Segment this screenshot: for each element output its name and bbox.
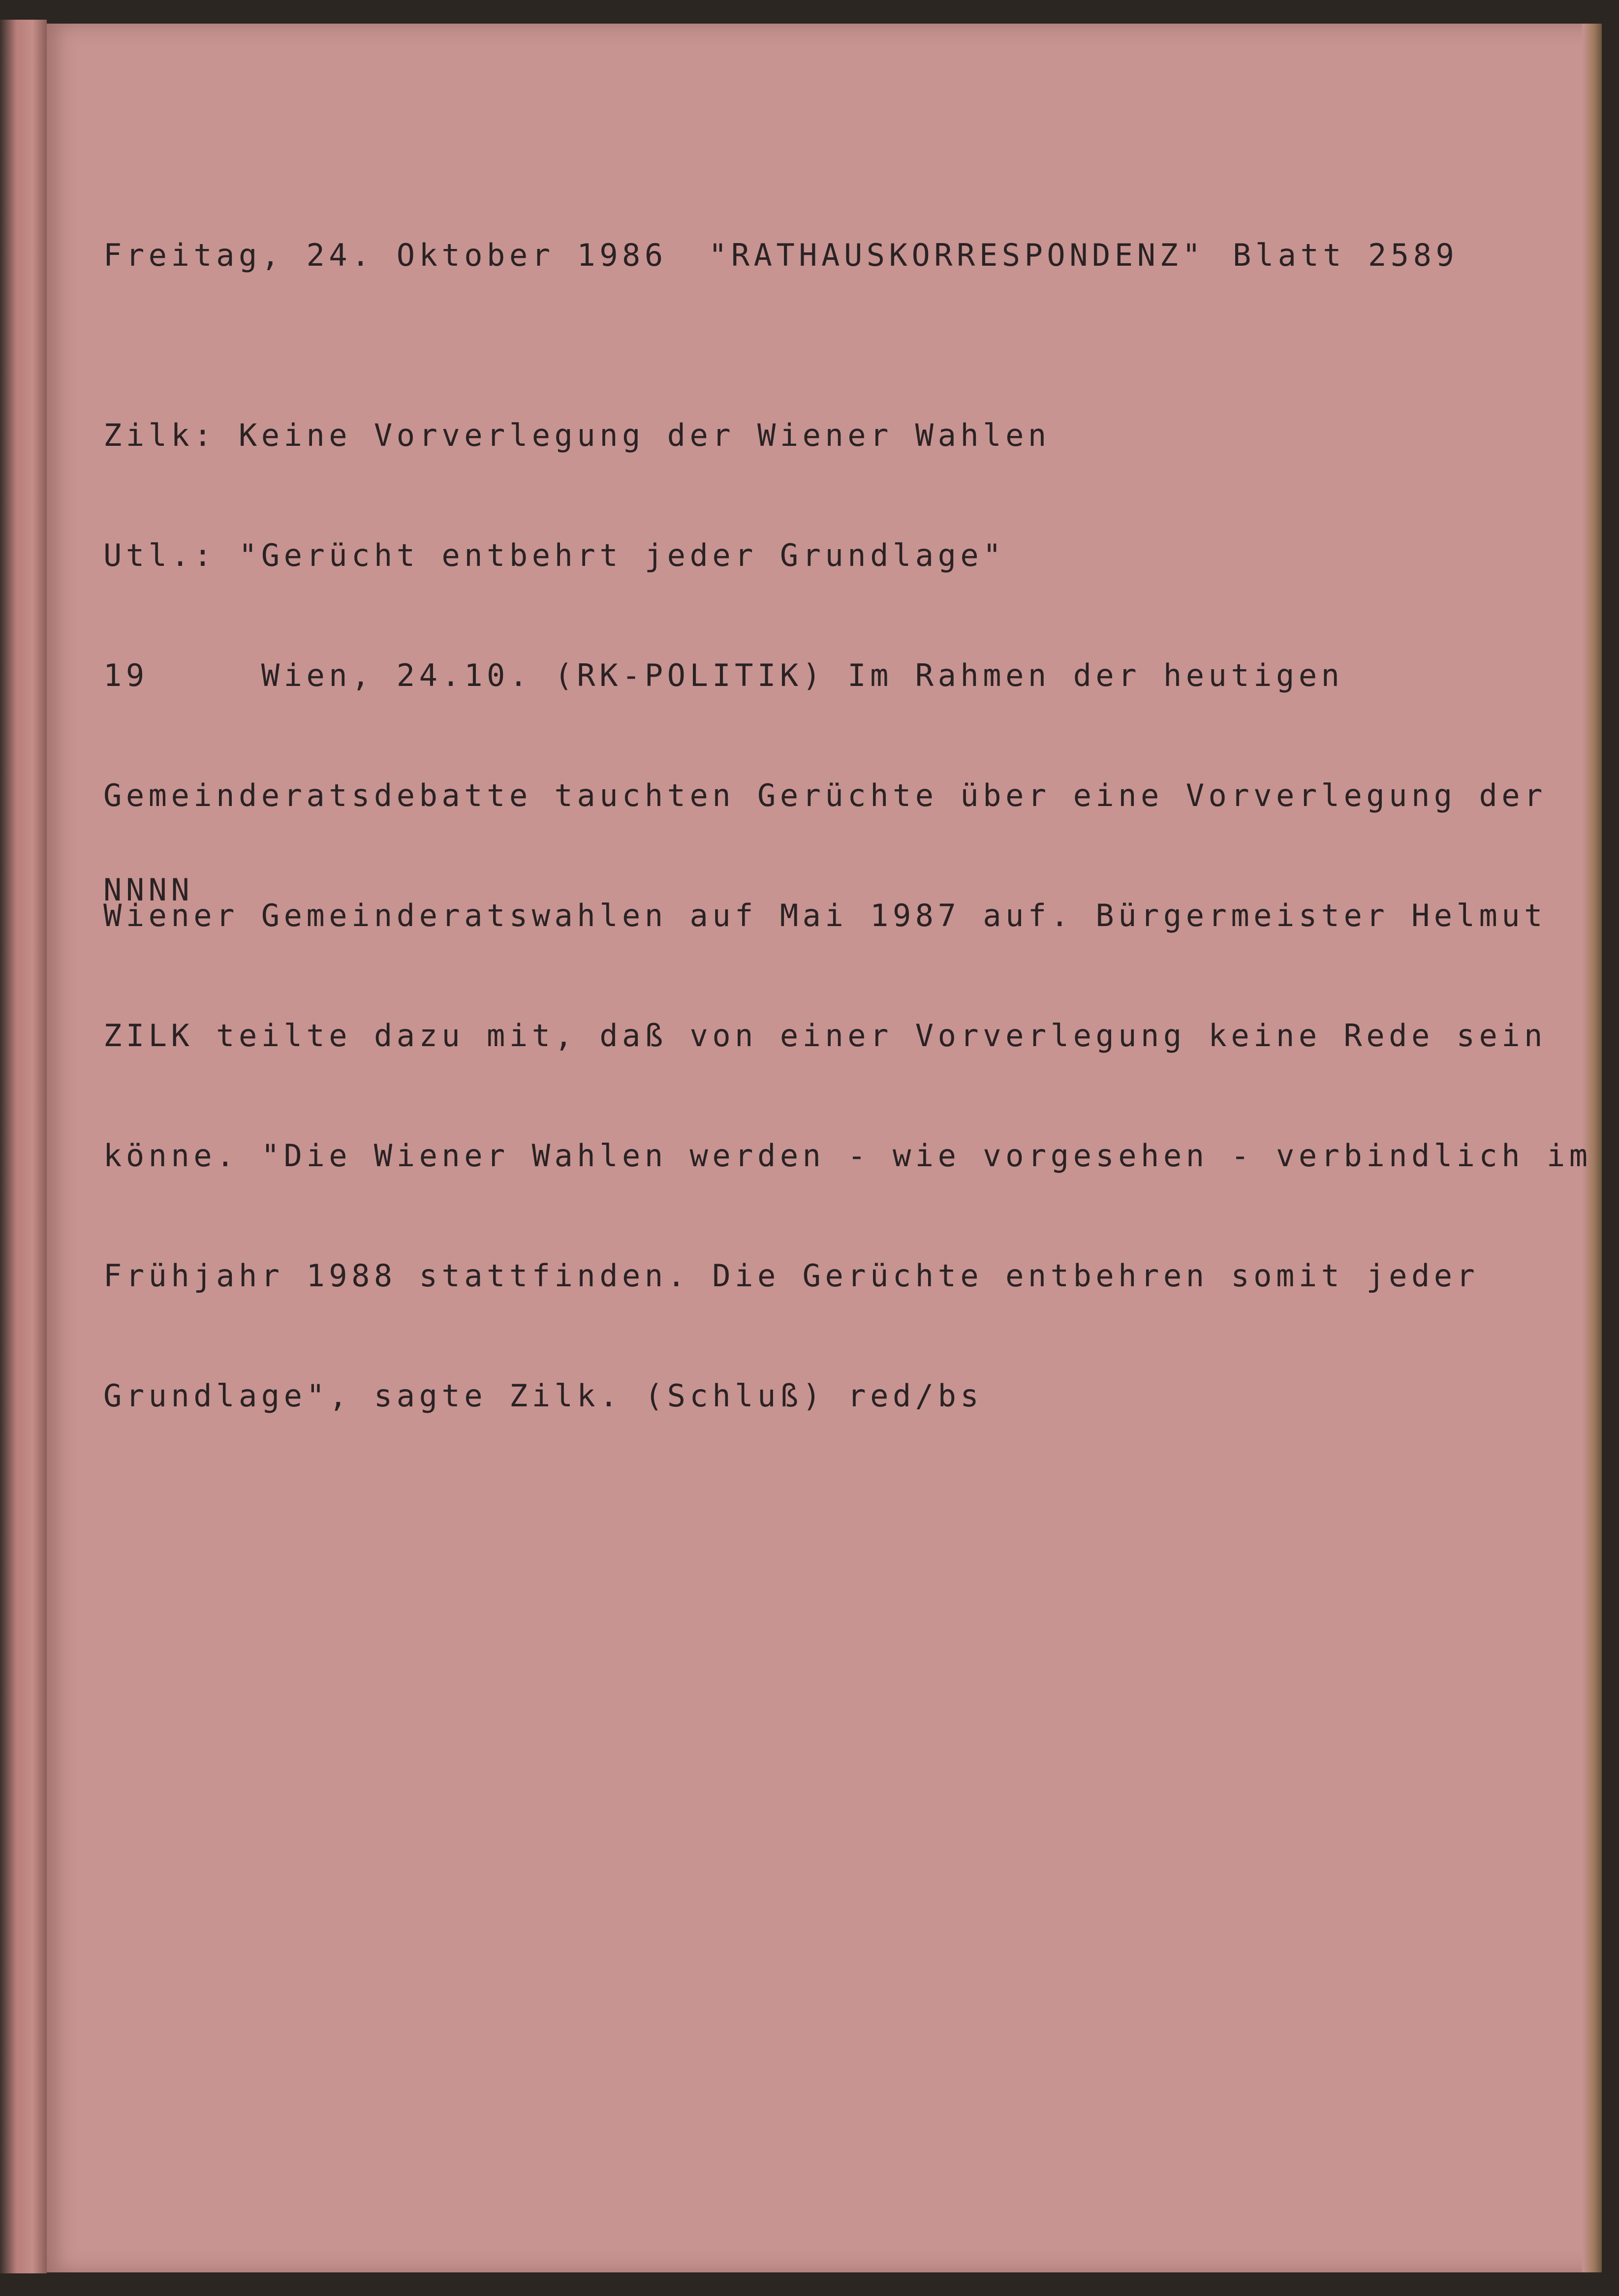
article-text-line: Grundlage", sagte Zilk. (Schluß) red/bs (103, 1378, 983, 1414)
article-text-line: könne. "Die Wiener Wahlen werden - wie vorgesehen - verbindlich im (103, 1138, 1592, 1174)
end-mark: NNNN (103, 872, 194, 908)
header-sheet-number: Blatt 2589 (1233, 237, 1459, 273)
header-date: Freitag, 24. Oktober 1986 (103, 237, 667, 273)
article-subheadline: Utl.: "Gerücht entbehrt jeder Grundlage" (103, 537, 1006, 573)
left-page-edge (0, 20, 47, 2273)
article-body (103, 340, 1592, 1492)
article-headline: Zilk: Keine Vorverlegung der Wiener Wahlen (103, 417, 1051, 453)
article-text-line: Wiener Gemeinderatswahlen auf Mai 1987 auf. Bürgermeister Helmut (103, 898, 1547, 933)
article-text-line: Frühjahr 1988 stattfinden. Die Gerüchte entbehren somit jeder (103, 1258, 1479, 1294)
article-text-line: Gemeinderatsdebatte tauchten Gerüchte über eine Vorverlegung der (103, 777, 1547, 813)
header-publication: "RATHAUSKORRESPONDENZ" (709, 237, 1205, 273)
article-text-line: ZILK teilte dazu mit, daß von einer Vorverlegung keine Rede sein (103, 1018, 1547, 1054)
article-text-line: 19 Wien, 24.10. (RK-POLITIK) Im Rahmen der heutigen (103, 657, 1344, 693)
